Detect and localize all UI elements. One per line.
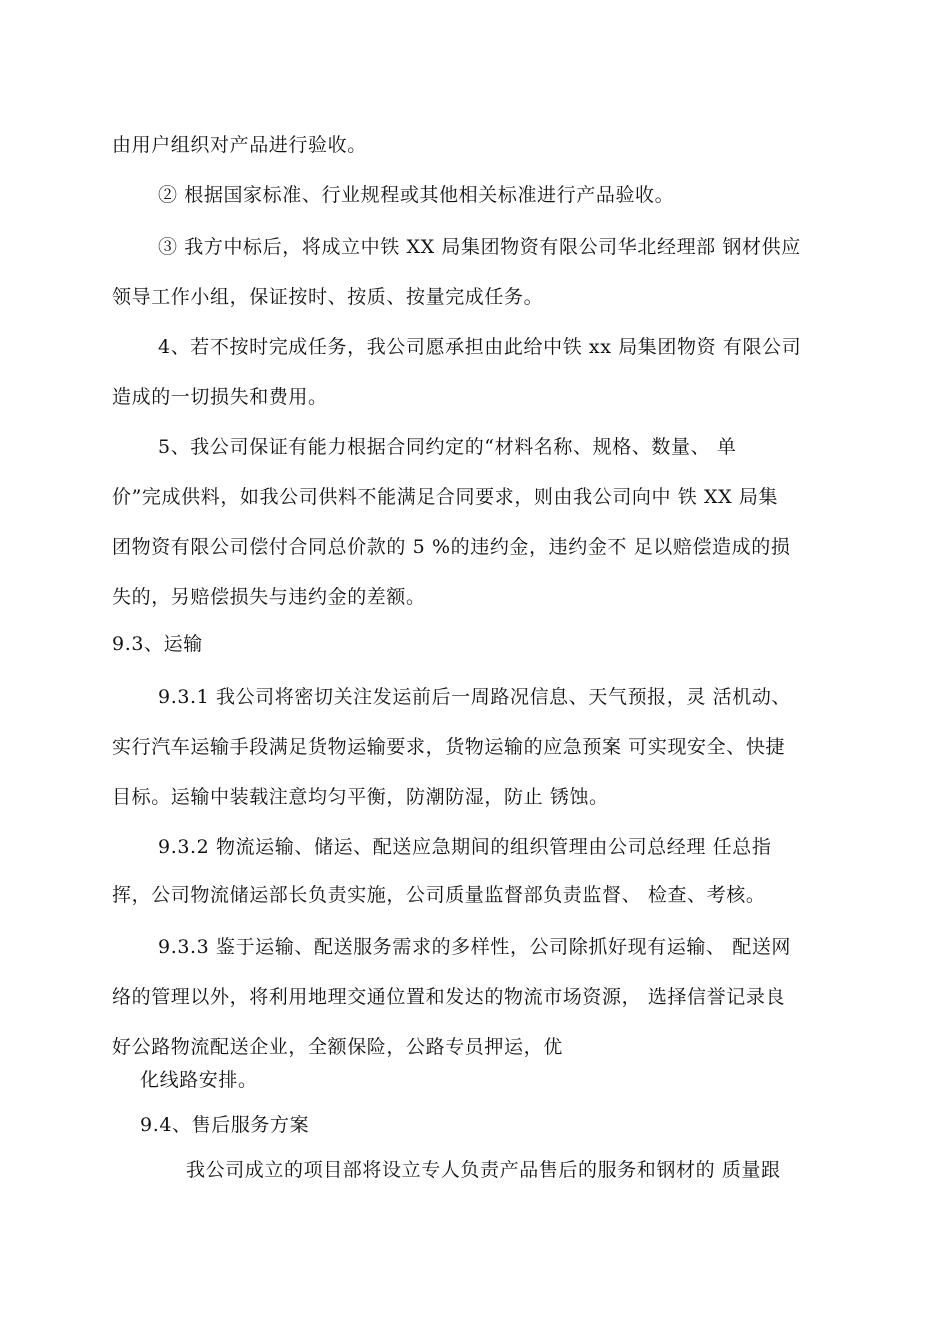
body-text-line: 化线路安排。 — [140, 1069, 258, 1091]
clause-9-3-2: 9.3.2 物流运输、储运、配送应急期间的组织管理由公司总经理 任总指 — [158, 836, 772, 858]
body-text-line: 团物资有限公司偿付合同总价款的 5 %的违约金，违约金不 足以赔偿造成的损 — [112, 536, 791, 558]
section-heading-9-4: 9.4、售后服务方案 — [140, 1114, 310, 1136]
body-text-line: 领导工作小组，保证按时、按质、按量完成任务。 — [112, 286, 544, 308]
body-text-line: 目标。运输中装载注意均匀平衡，防潮防湿，防止 锈蚀。 — [112, 786, 609, 808]
clause-4: 4、若不按时完成任务，我公司愿承担由此给中铁 xx 局集团物资 有限公司 — [158, 336, 802, 358]
list-item-2: ② 根据国家标准、行业规程或其他相关标准进行产品验收。 — [158, 184, 675, 206]
clause-5: 5、我公司保证有能力根据合同约定的“材料名称、规格、数量、 单 — [158, 436, 737, 458]
clause-9-3-1: 9.3.1 我公司将密切关注发运前后一周路况信息、天气预报，灵 活机动、 — [158, 686, 792, 708]
body-text-line: 好公路物流配送企业，全额保险，公路专员押运，优 — [112, 1036, 563, 1058]
body-text-line: 实行汽车运输手段满足货物运输要求，货物运输的应急预案 可实现安全、快捷 — [112, 736, 786, 758]
section-heading-9-3: 9.3、运输 — [112, 633, 203, 655]
body-text-line: 由用户组织对产品进行验收。 — [112, 134, 367, 156]
body-text-line: 络的管理以外，将利用地理交通位置和发达的物流市场资源， 选择信誉记录良 — [112, 986, 786, 1008]
clause-9-3-3: 9.3.3 鉴于运输、配送服务需求的多样性，公司除抓好现有运输、 配送网 — [158, 936, 792, 958]
body-text-line: 失的，另赔偿损失与违约金的差额。 — [112, 586, 426, 608]
body-text-line: 我公司成立的项目部将设立专人负责产品售后的服务和钢材的 质量跟 — [186, 1159, 781, 1181]
body-text-line: 挥，公司物流储运部长负责实施，公司质量监督部负责监督、 检查、考核。 — [112, 884, 766, 906]
body-text-line: 造成的一切损失和费用。 — [112, 386, 328, 408]
list-item-3: ③ 我方中标后，将成立中铁 XX 局集团物资有限公司华北经理部 钢材供应 — [158, 236, 801, 258]
body-text-line: 价”完成供料，如我公司供料不能满足合同要求，则由我公司向中 铁 XX 局集 — [112, 486, 779, 508]
